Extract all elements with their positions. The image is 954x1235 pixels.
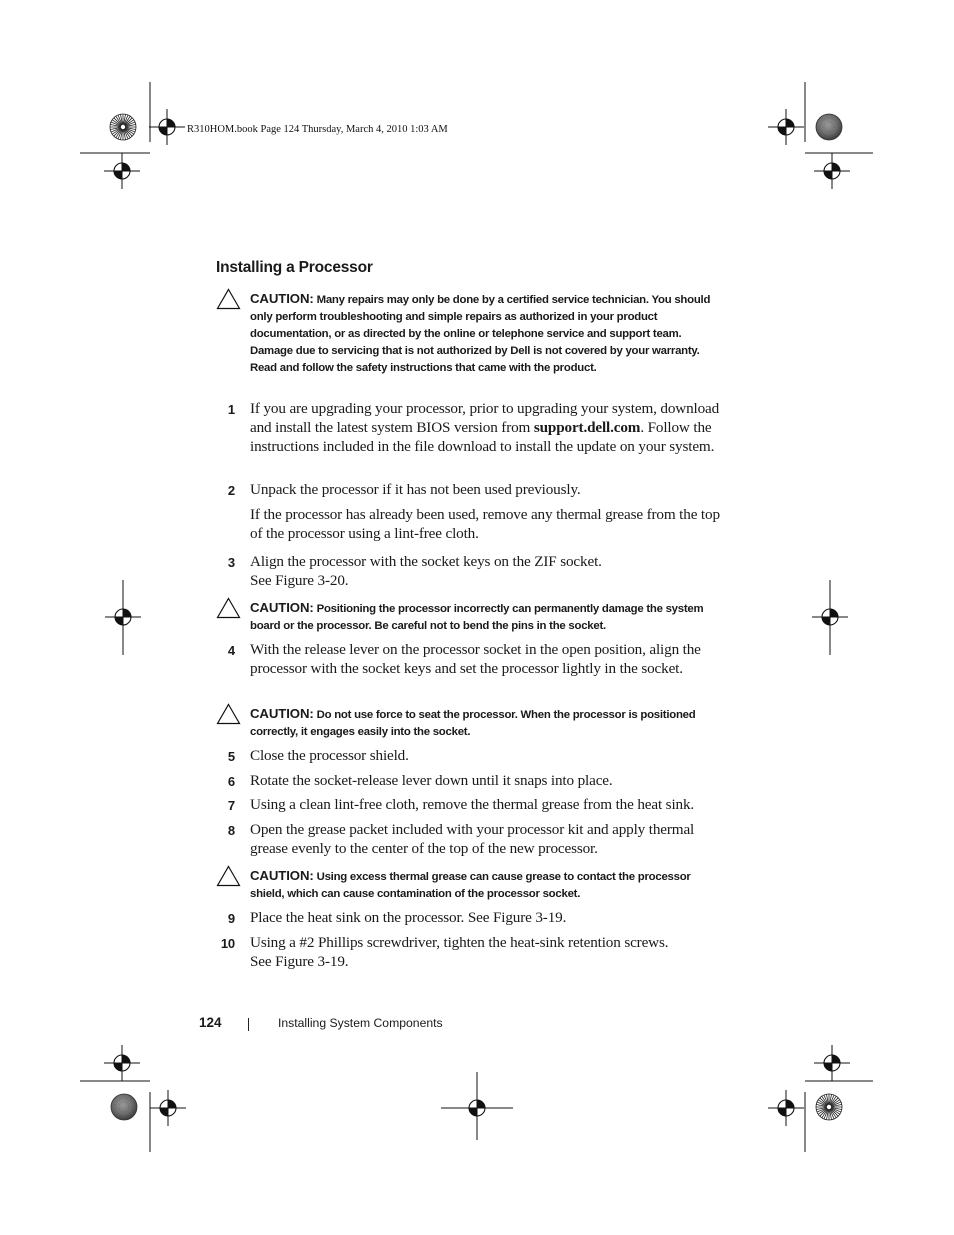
step-note: If the processor has already been used, remove any thermal grease from the top of the processor using a lint-free cloth. [250, 506, 720, 542]
step-text: Align the processor with the socket keys on the ZIF socket. [250, 553, 602, 570]
step-text-continued: . Follow the instructions included in the file download to install the update on your system. [250, 419, 715, 455]
list-item [216, 771, 726, 790]
page-number: 124 [199, 1015, 222, 1030]
list-item [216, 480, 726, 499]
support-url: support.dell.com [533, 419, 641, 436]
print-header-stamp: R310HOM.book Page 124 Thursday, March 4, 2010 1:03 AM [187, 124, 448, 135]
step-number: 5 [227, 749, 235, 764]
step-text: Unpack the processor if it has not been used previously. [250, 481, 581, 498]
caution-text: Positioning the processor incorrectly can permanently damage the system board or the processor. Be careful not to bend the pins in the socket. [250, 603, 704, 632]
list-item [216, 820, 726, 858]
caution-label: CAUTION: [250, 291, 314, 306]
caution-text: Do not use force to seat the processor. When the processor is positioned correctly, it engages easily into the socket. [250, 709, 696, 738]
list-item [216, 746, 726, 765]
list-item [216, 552, 726, 590]
caution-triangle-icon [216, 703, 241, 725]
caution-triangle-icon [216, 597, 241, 619]
caution-note [216, 867, 726, 903]
caution-note [216, 290, 726, 377]
caution-triangle-icon [216, 865, 241, 887]
step-number: 4 [227, 643, 235, 658]
caution-text: Using excess thermal grease can cause grease to contact the processor shield, which can cause contamination of the processor socket. [250, 871, 691, 900]
step-number: 10 [220, 936, 235, 951]
caution-note [216, 705, 726, 741]
section-heading: Installing a Processor [216, 259, 373, 276]
list-item [216, 399, 726, 456]
caution-triangle-icon [216, 288, 241, 310]
step-text: Using a #2 Phillips screwdriver, tighten the heat-sink retention screws. [250, 934, 669, 951]
figure-reference: See Figure 3-20. [250, 572, 349, 589]
caution-label: CAUTION: [250, 706, 314, 721]
step-number: 3 [227, 555, 235, 570]
step-number: 9 [227, 911, 235, 926]
caution-text: Many repairs may only be done by a certified service technician. You should only perform troubleshooting and simple repairs as authorized in your product documentation, or as directed by the online or telephone service and support team. Damage due to servicing that is not authorized by Dell is not covered by your warranty. Read and follow the safety instructions that came with the product. [250, 294, 711, 374]
list-item [216, 908, 726, 927]
step-text: If you are upgrading your processor, prior to upgrading your system, download and install the latest system BIOS version from [250, 400, 720, 436]
step-text: Using a clean lint-free cloth, remove the thermal grease from the heat sink. [250, 796, 695, 813]
step-text: Open the grease packet included with your processor kit and apply thermal grease evenly to the center of the top of the new processor. [250, 821, 695, 857]
step-number: 7 [227, 798, 235, 813]
step-text: Close the processor shield. [250, 747, 409, 764]
list-item [216, 640, 726, 678]
footer-section-title: Installing System Components [278, 1016, 443, 1030]
step-text: Rotate the socket-release lever down until it snaps into place. [250, 772, 613, 789]
step-number: 6 [227, 774, 235, 789]
list-item [216, 795, 726, 814]
step-text: Place the heat sink on the processor. See Figure 3-19. [250, 909, 567, 926]
step-number: 2 [227, 483, 235, 498]
caution-label: CAUTION: [250, 868, 314, 883]
caution-note [216, 599, 726, 635]
footer-divider [248, 1018, 249, 1031]
step-number: 1 [227, 402, 235, 417]
list-item [216, 933, 726, 971]
step-text: With the release lever on the processor socket in the open position, align the processor with the socket keys and set the processor lightly in the socket. [250, 641, 701, 677]
caution-label: CAUTION: [250, 600, 314, 615]
figure-reference: See Figure 3-19. [250, 953, 349, 970]
step-number: 8 [227, 823, 235, 838]
